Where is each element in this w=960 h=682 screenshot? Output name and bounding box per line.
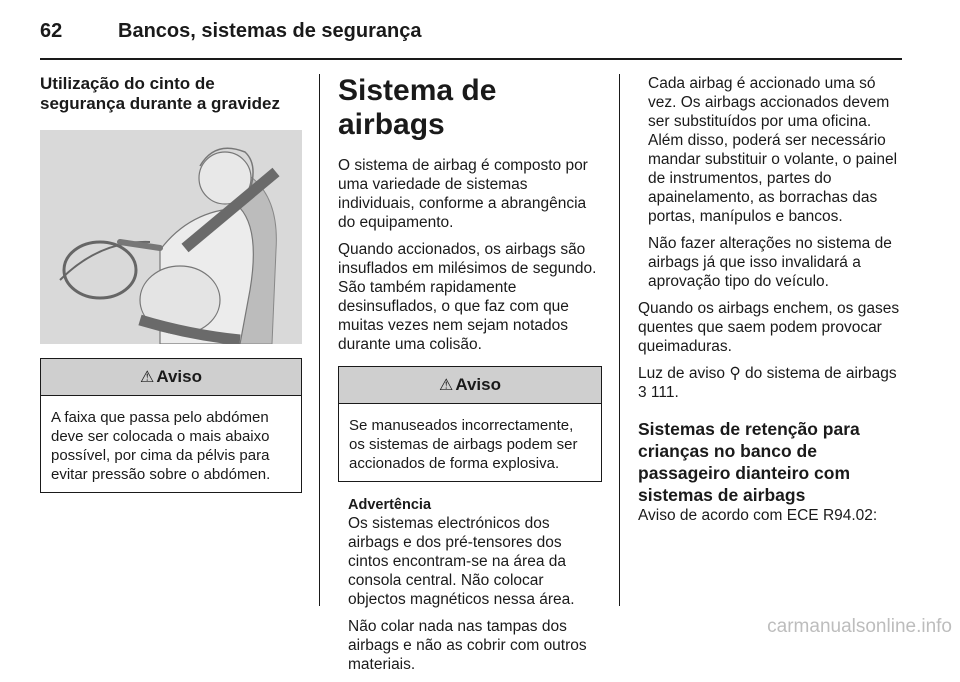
notice-title: Advertência	[348, 497, 432, 513]
warning-body	[41, 396, 301, 492]
warning-header: ⚠ Aviso	[339, 367, 601, 404]
warning-triangle-icon: ⚠	[139, 369, 155, 386]
hot-gases-paragraph: Quando os airbags enchem, os gases quentes que saem podem provocar queimaduras.	[638, 300, 900, 355]
airbag-warning-box	[338, 366, 602, 482]
notice-text-2: Não colar nada nas tampas dos airbags e não as cobrir com outros materiais.	[348, 618, 587, 673]
page-reference-link[interactable]: 3 111.	[638, 384, 679, 401]
column-right	[638, 74, 904, 533]
ece-notice-text: Aviso de acordo com ECE R94.02:	[638, 507, 878, 524]
airbag-warning-light-icon: ⚲	[729, 365, 741, 382]
column-divider-2	[619, 74, 620, 606]
warning-triangle-icon: ⚠	[438, 377, 454, 394]
page-number: 62	[40, 20, 63, 42]
warning-text: Se manuseados incorrectamente, os sistemas de airbags podem ser accionados de forma explosiva.	[349, 417, 578, 472]
warning-text: A faixa que passa pelo abdómen deve ser colocada o mais abaixo possível, por cima da pélvis para evitar pressão sobre o abdómen.	[51, 409, 271, 483]
page-header	[40, 14, 900, 58]
warning-header: ⚠ Aviso	[41, 359, 301, 396]
column-left	[40, 74, 302, 493]
warning-body	[339, 404, 601, 481]
replacement-paragraph: Cada airbag é accionado uma só vez. Os airbags accionados devem ser substituídos por uma oficina. Além disso, poderá ser necessário mandar substituir o volante, o painel de instrumentos, partes do apainelamento, as borrachas das portas, manípulos e bancos.	[648, 75, 898, 225]
chapter-title: Bancos, sistemas de segurança	[118, 20, 422, 42]
notice-block	[338, 496, 602, 674]
illustration-drawing	[40, 130, 302, 344]
notice-continued	[638, 74, 904, 291]
header-divider	[40, 58, 902, 60]
pregnancy-warning-box	[40, 358, 302, 493]
airbag-intro-paragraph: O sistema de airbag é composto por uma variedade de sistemas individuais, conforme a abrangência do equipamento.	[338, 157, 588, 231]
airbag-inflation-paragraph: Quando accionados, os airbags são insuflados em milésimos de segundo. São também rapidamente desinsuflados, o que faz com que muitas vezes nem sejam notados durante uma colisão.	[338, 241, 597, 353]
notice-text: Os sistemas electrónicos dos airbags e dos pré-tensores dos cintos encontram-se na área da consola central. Não colocar objectos magnéticos nessa área.	[348, 515, 575, 608]
airbag-system-title: Sistema de airbags	[338, 74, 497, 141]
child-restraint-heading: Sistemas de retenção para crianças no banco de passageiro dianteiro com sistemas de airbags	[638, 419, 860, 505]
pregnant-seatbelt-illustration	[40, 130, 302, 344]
column-middle	[338, 74, 602, 682]
warning-light-paragraph: Luz de aviso ⚲ do sistema de airbags 3 111.	[638, 365, 897, 401]
modification-paragraph: Não fazer alterações no sistema de airbags já que isso invalidará a aprovação tipo do veículo.	[648, 235, 892, 290]
pregnancy-heading: Utilização do cinto de segurança durante a gravidez	[40, 74, 280, 113]
watermark-text: carmanualsonline.info	[767, 616, 952, 637]
column-divider-1	[319, 74, 320, 606]
